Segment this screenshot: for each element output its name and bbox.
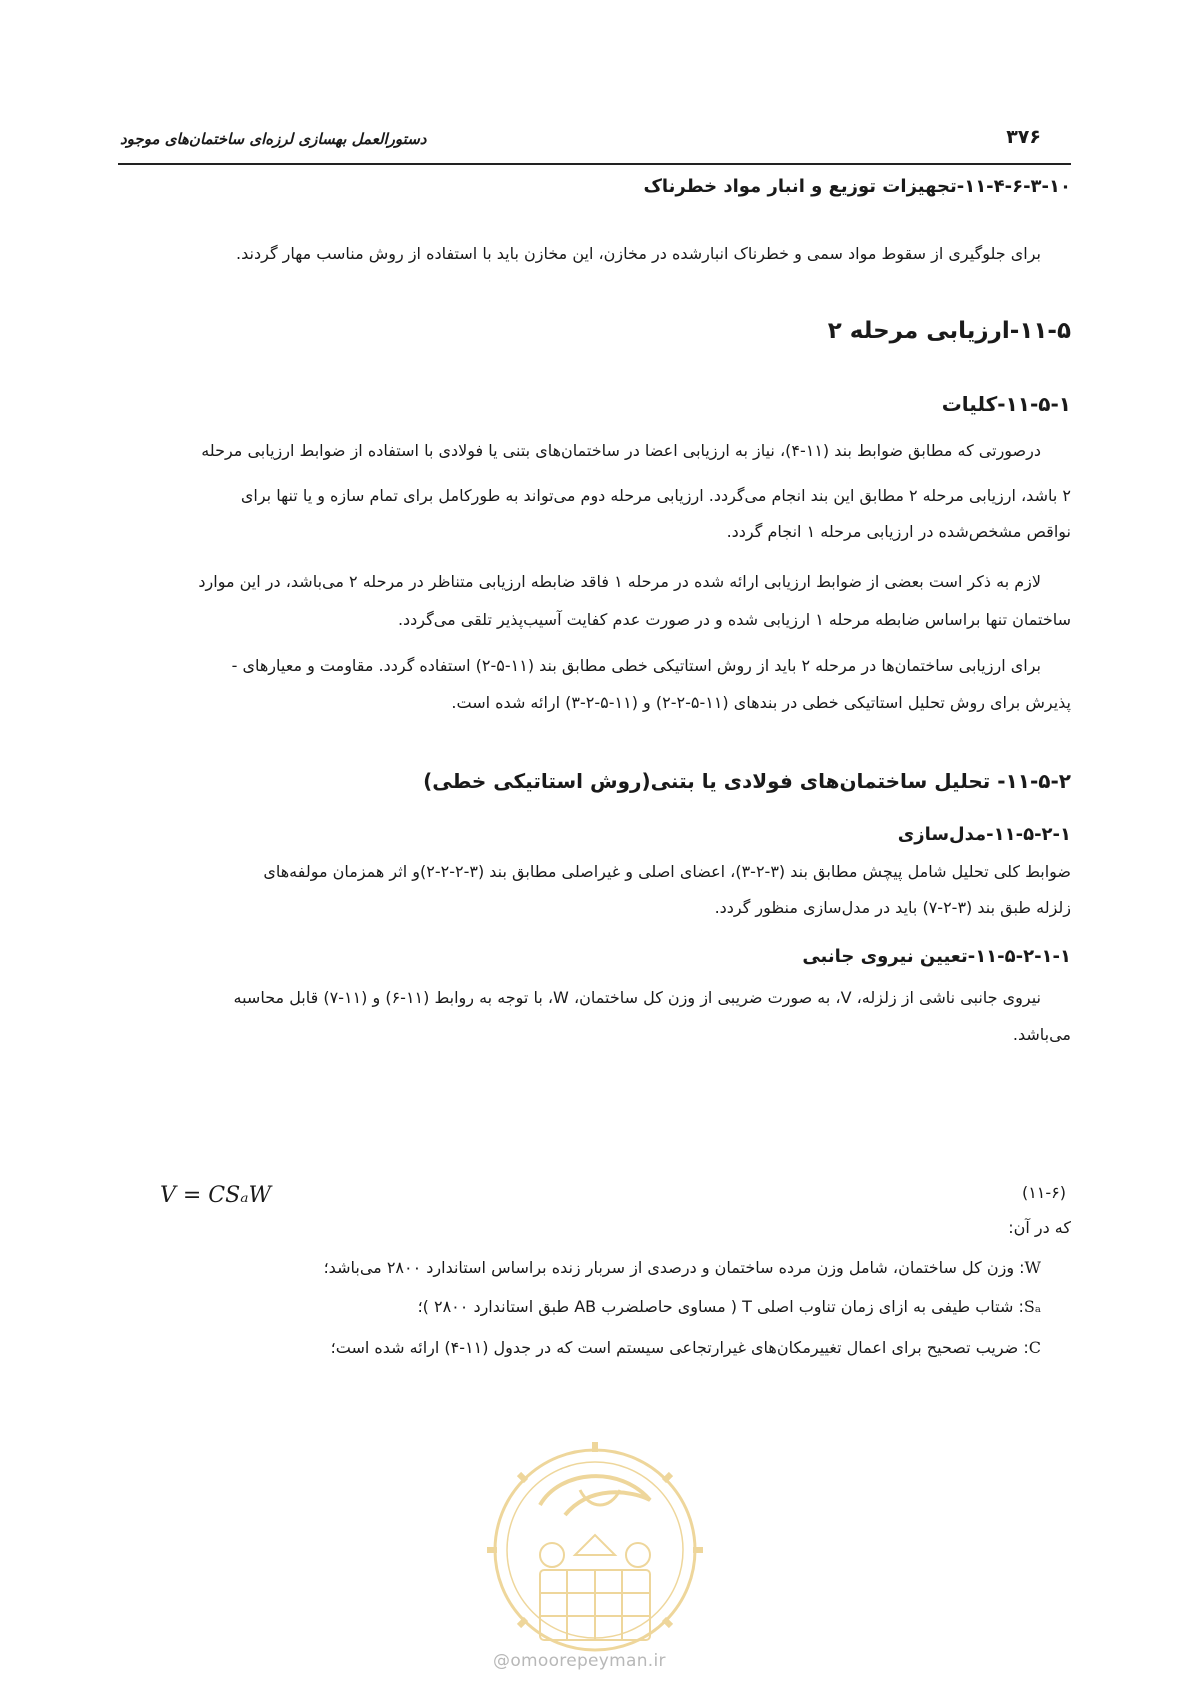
section-heading-hazardous-materials: ۱۱-۴-۶-۳-۱۰-تجهیزات توزیع و انبار مواد خطرناک <box>643 176 1071 197</box>
definition-text: : وزن کل ساختمان، شامل وزن مرده ساختمان و درصدی از سربار زنده براساس استاندارد ۲۸۰۰ می‌باشد؛ <box>323 1258 1025 1277</box>
watermark-site-text <box>493 1651 666 1671</box>
definition-text: : ضریب تصحیح برای اعمال تغییرمکان‌های غیرارتجاعی سیستم است که در جدول (۱۱-۴) ارائه شده است؛ <box>330 1338 1029 1357</box>
definition-c <box>331 1338 1041 1357</box>
general-p1-line3: نواقص مشخص‌شده در ارزیابی مرحله ۱ انجام گردد. <box>726 522 1071 541</box>
running-title: دستورالعمل بهسازی لرزه‌ای ساختمان‌های موجود <box>120 130 427 148</box>
lateral-force-line1: نیروی جانبی ناشی از زلزله، V، به صورت ضریبی از وزن کل ساختمان، W، با توجه به روابط (۱۱-۶) و (۱۱-۷) قابل محاسبه <box>233 988 1041 1007</box>
where-label: که در آن: <box>1008 1218 1071 1237</box>
definition-symbol: W <box>1024 1258 1041 1277</box>
general-p1-line1: درصورتی که مطابق ضوابط بند (۱۱-۴)، نیاز به ارزیابی اعضا در ساختمان‌های بتنی یا فولادی با استفاده از ضوابط ارزیابی مرحله <box>201 441 1041 460</box>
watermark-site-label: omoorepeyman.ir <box>510 1651 666 1671</box>
equation-11-6: V = CSₐW <box>160 1183 272 1208</box>
watermark-logo <box>470 1430 720 1680</box>
definition-text: : شتاب طیفی به ازای زمان تناوب اصلی T ( مساوی حاصلضرب AB طبق استاندارد ۲۸۰۰ )؛ <box>417 1297 1024 1316</box>
equation-number: (۱۱-۶) <box>1021 1183 1066 1202</box>
section-heading-lateral-force: ۱۱-۵-۲-۱-۱-تعیین نیروی جانبی <box>802 946 1071 967</box>
general-p3-line2: پذیرش برای روش تحلیل استاتیکی خطی در بندهای (۱۱-۵-۲-۲) و (۱۱-۵-۲-۳) ارائه شده است. <box>451 693 1071 712</box>
header-rule <box>118 163 1071 165</box>
definition-symbol: C <box>1028 1338 1041 1357</box>
general-p3-line1: برای ارزیابی ساختمان‌ها در مرحله ۲ باید از روش استاتیکی خطی مطابق بند (۱۱-۵-۲) استفاده گردد. مقاومت و معیارهای - <box>231 656 1041 675</box>
section-heading-stage2: ۱۱-۵-ارزیابی مرحله ۲ <box>827 318 1071 344</box>
definition-symbol: Sₐ <box>1023 1297 1041 1316</box>
page-number: ۳۷۶ <box>1006 126 1041 148</box>
modeling-line1: ضوابط کلی تحلیل شامل پیچش مطابق بند (۳-۲-۳)، اعضای اصلی و غیراصلی مطابق بند (۳-۲-۲-۲)و اثر همزمان مولفه‌های <box>263 862 1071 881</box>
section-heading-linear-static: ۱۱-۵-۲- تحلیل ساختمان‌های فولادی یا بتنی(روش استاتیکی خطی) <box>423 769 1071 793</box>
hazardous-materials-paragraph: برای جلوگیری از سقوط مواد سمی و خطرناک انبارشده در مخازن، این مخازن باید با استفاده از روش مناسب مهار گردند. <box>236 244 1041 263</box>
general-p1-line2: ۲ باشد، ارزیابی مرحله ۲ مطابق این بند انجام می‌گردد. ارزیابی مرحله دوم می‌تواند به طورکامل برای تمام سازه و یا تنها برای <box>240 486 1071 505</box>
at-icon: @ <box>493 1651 511 1671</box>
modeling-line2: زلزله طبق بند (۳-۲-۷) باید در مدل‌سازی منظور گردد. <box>714 898 1071 917</box>
section-heading-modeling: ۱۱-۵-۲-۱-مدل‌سازی <box>897 824 1071 845</box>
definition-w <box>324 1258 1041 1277</box>
general-p2-line1: لازم به ذکر است بعضی از ضوابط ارزیابی ارائه شده در مرحله ۱ فاقد ضابطه ارزیابی متناظر در مرحله ۲ می‌باشد، در این موارد <box>198 572 1041 591</box>
general-p2-line2: ساختمان تنها براساس ضابطه مرحله ۱ ارزیابی شده و در صورت عدم کفایت آسیب‌پذیر تلقی می‌گردد. <box>397 610 1071 629</box>
definition-sa <box>418 1297 1041 1316</box>
lateral-force-line2: می‌باشد. <box>1012 1025 1071 1044</box>
section-heading-general: ۱۱-۵-۱-کلیات <box>941 392 1071 416</box>
